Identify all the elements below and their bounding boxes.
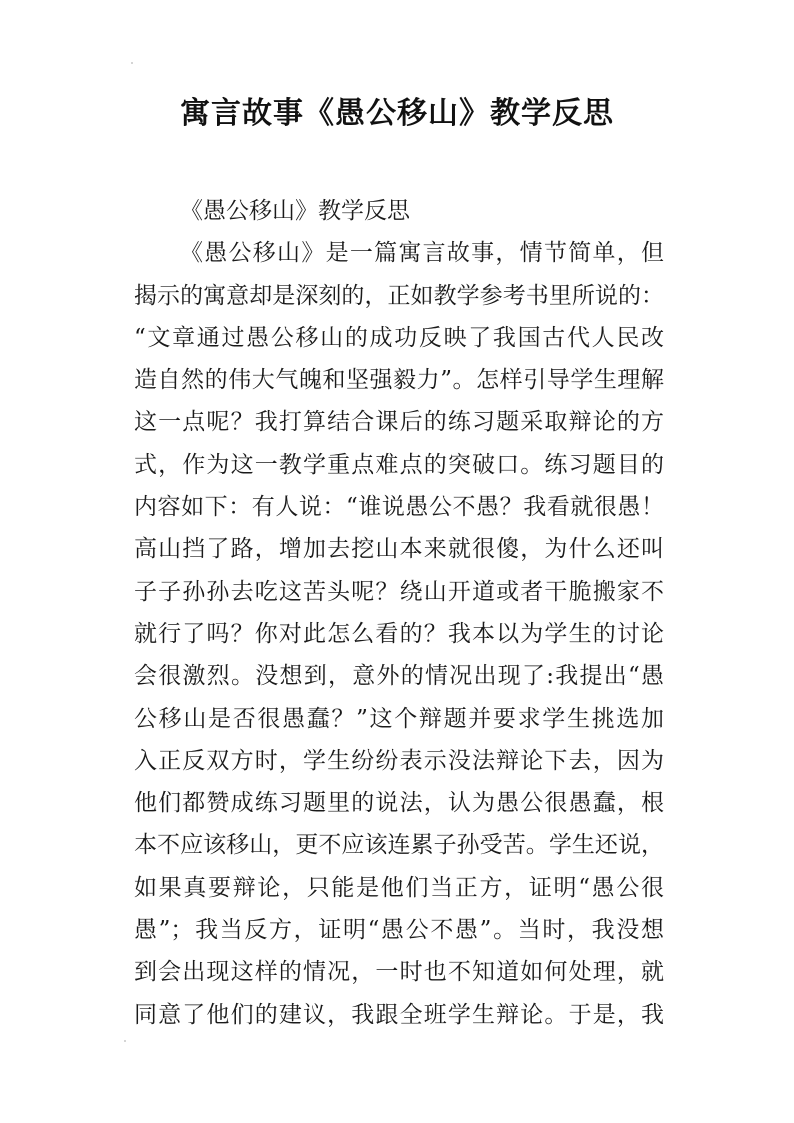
paragraph-line: 揭示的寓意却是深刻的，正如教学参考书里所说的：	[134, 282, 664, 309]
scan-speck-top	[131, 62, 133, 64]
paragraph-line: 公移山是否很愚蠢？”这个辩题并要求学生挑选加	[134, 705, 664, 732]
scan-speck-bottom	[124, 1040, 126, 1042]
paragraph-line: 式，作为这一教学重点难点的突破口。练习题目的	[134, 451, 664, 478]
paragraph-line: 同意了他们的建议，我跟全班学生辩论。于是，我	[134, 1001, 664, 1028]
paragraph-line: 本不应该移山，更不应该连累子孙受苦。学生还说，	[134, 832, 664, 859]
paragraph-line: 高山挡了路，增加去挖山本来就很傻，为什么还叫	[134, 536, 664, 563]
paragraph-line: 如果真要辩论，只能是他们当正方，证明“愚公很	[134, 874, 664, 901]
paragraph-line: 造自然的伟大气魄和坚强毅力”。怎样引导学生理解	[134, 367, 664, 394]
subtitle-line: 《愚公移山》教学反思	[180, 198, 410, 224]
paragraph-line: 入正反双方时，学生纷纷表示没法辩论下去，因为	[134, 747, 664, 774]
paragraph-line: 内容如下：有人说：“谁说愚公不愚？我看就很愚！	[134, 494, 664, 521]
paragraph-line: 会很激烈。没想到，意外的情况出现了:我提出“愚	[134, 663, 664, 690]
paragraph-line: 到会出现这样的情况，一时也不知道如何处理，就	[134, 959, 664, 986]
paragraph-line: 这一点呢？我打算结合课后的练习题采取辩论的方	[134, 409, 664, 436]
paragraph-line: 他们都赞成练习题里的说法，认为愚公很愚蠢，根	[134, 790, 664, 817]
document-title: 寓言故事《愚公移山》教学反思	[180, 96, 614, 131]
paragraph-line: 《愚公移山》是一篇寓言故事，情节简单，但	[180, 240, 664, 267]
paragraph-line: 就行了吗？你对此怎么看的？我本以为学生的讨论	[134, 620, 664, 647]
paragraph-line: 子子孙孙去吃这苦头呢？绕山开道或者干脆搬家不	[134, 578, 664, 605]
paragraph-line: 愚”；我当反方，证明“愚公不愚”。当时，我没想	[134, 917, 664, 944]
document-body	[134, 190, 664, 1036]
paragraph-line: “文章通过愚公移山的成功反映了我国古代人民改	[134, 324, 664, 351]
